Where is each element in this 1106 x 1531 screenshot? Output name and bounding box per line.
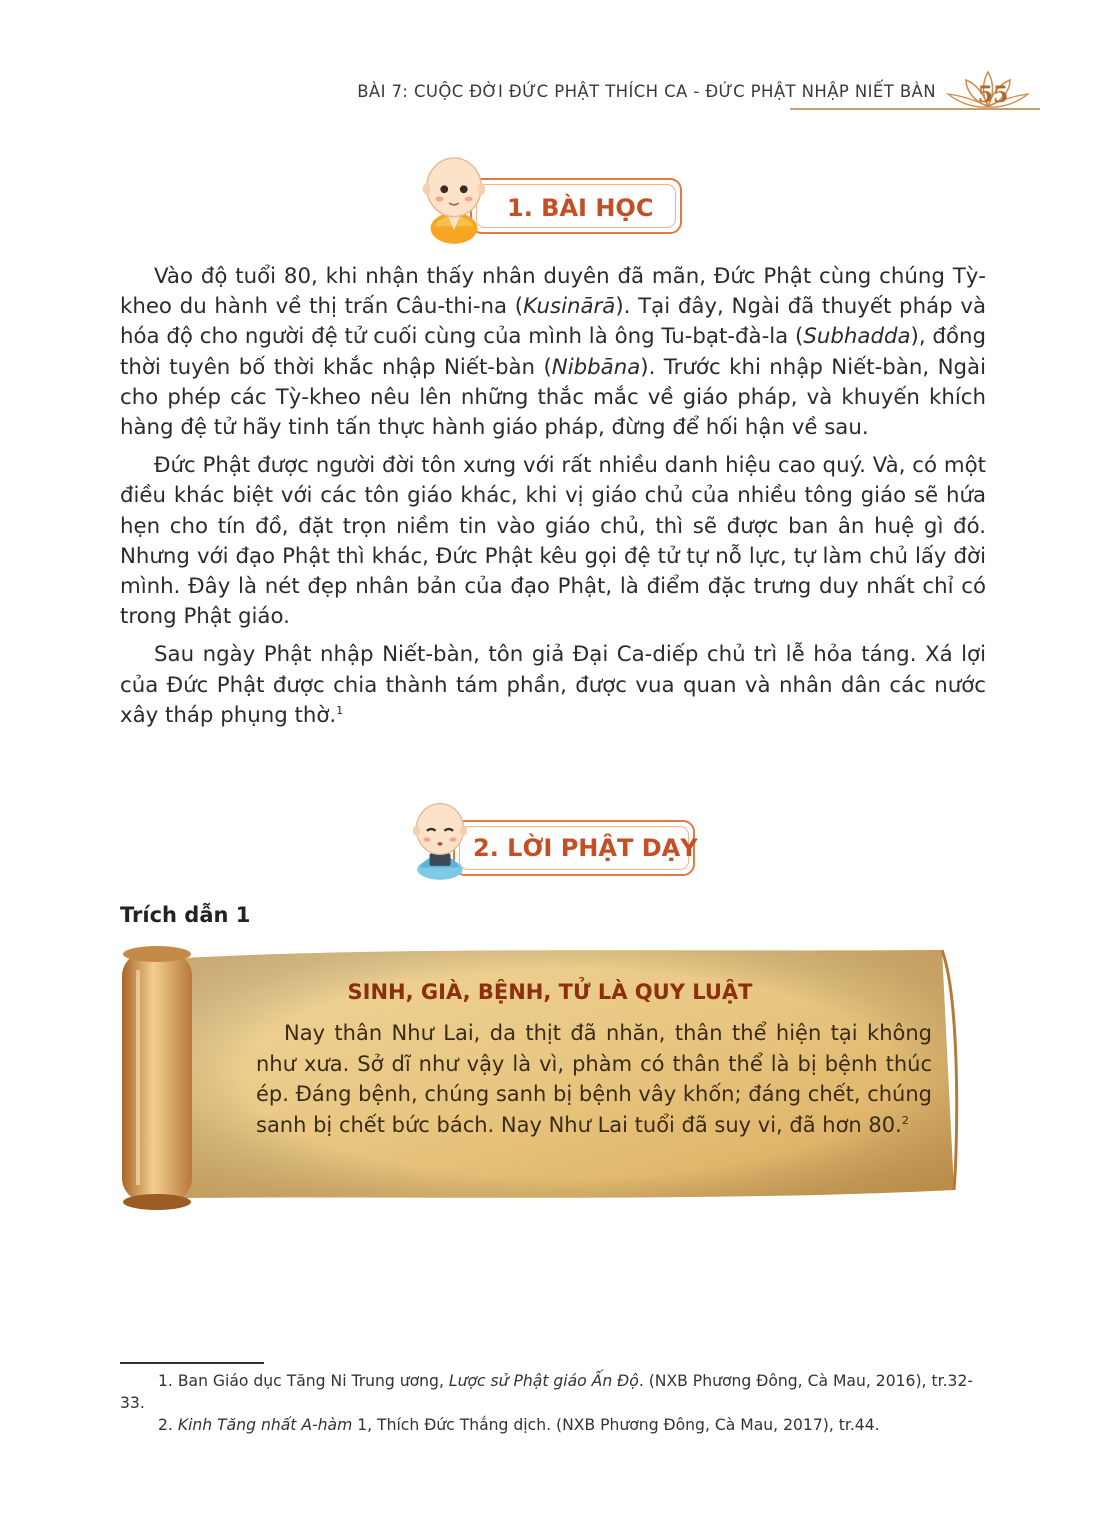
footnote-2: 2. Kinh Tăng nhất A-hàm 1, Thích Đức Thắng dịch. (NXB Phương Đông, Cà Mau, 2017), tr.44. xyxy=(158,1416,880,1434)
term-kusinara: Kusinārā xyxy=(523,294,616,320)
chapter-title: BÀI 7: CUỘC ĐỜI ĐỨC PHẬT THÍCH CA - ĐỨC PHẬT NHẬP NIẾT BÀN xyxy=(357,82,936,101)
footnote-separator xyxy=(120,1362,264,1364)
page-header xyxy=(0,78,1106,118)
footnote-1: 1. Ban Giáo dục Tăng Ni Trung ương, Lược sử Phật giáo Ấn Độ. (NXB Phương Đông, Cà Mau, 2016), tr.32-33. xyxy=(120,1372,973,1412)
section-1-badge xyxy=(415,150,690,250)
monk-praying-icon xyxy=(415,150,493,248)
lesson-body xyxy=(120,262,986,739)
section-1-label: 1. BÀI HỌC xyxy=(507,194,654,222)
quote-1-title: SINH, GIÀ, BỆNH, TỬ LÀ QUY LUẬT xyxy=(347,980,753,1004)
lesson-paragraph-1: Vào độ tuổi 80, khi nhận thấy nhân duyên đã mãn, Đức Phật cùng chúng Tỳ-kheo du hành về thị trấn Câu-thi-na (Kusinārā). Tại đây, Ngài đã thuyết pháp và hóa độ cho người đệ tử cuối cùng của mình là ông Tu-bạt-đà-la (Subhadda), đồng thời tuyên bố thời khắc nhập Niết-bàn (Nibbāna). Trước khi nhập Niết-bàn, Ngài cho phép các Tỳ-kheo nêu lên những thắc mắc về giáo pháp, và khuyến khích hàng đệ tử hãy tinh tấn thực hành giáo pháp, đừng để hối hận về sau. xyxy=(120,264,987,441)
quote-1-text: Nay thân Như Lai, da thịt đã nhăn, thân thể hiện tại không như xưa. Sở dĩ như vậy là vì, phàm có thân thể là bị bệnh thúc ép. Đáng bệnh, chúng sanh bị bệnh vây khốn; đáng chết, chúng sanh bị chết bức bách. Nay Như Lai tuổi đã suy vi, đã hơn 80.$^2$ xyxy=(256,1021,932,1137)
term-nibbana: Nibbāna xyxy=(551,354,641,380)
footnote-ref-2: 2 xyxy=(901,1113,909,1127)
footnote-ref-1: 1 xyxy=(336,703,344,717)
quote-1-heading: Trích dẫn 1 xyxy=(120,903,251,927)
lesson-paragraph-2: Đức Phật được người đời tôn xưng với rất nhiều danh hiệu cao quý. Và, có một điều khác biệt với các tôn giáo khác, khi vị giáo chủ của nhiều tông giáo sẽ hứa hẹn cho tín đồ, đặt trọn niềm tin vào giáo chủ, thì sẽ được ban ân huệ gì đó. Nhưng với đạo Phật thì khác, Đức Phật kêu gọi đệ tử tự nỗ lực, tự làm chủ lấy đời mình. Đây là nét đẹp nhân bản của đạo Phật, là điểm đặc trưng duy nhất chỉ có trong Phật giáo. xyxy=(120,453,986,630)
section-2-label: 2. LỜI PHẬT DẠY xyxy=(473,834,698,862)
term-subhadda: Subhadda xyxy=(803,324,911,350)
quote-1-scroll xyxy=(112,940,988,1210)
footnotes xyxy=(120,1370,986,1436)
lesson-paragraph-3: Sau ngày Phật nhập Niết-bàn, tôn giả Đại Ca-diếp chủ trì lễ hỏa táng. Xá lợi của Đức Phật được chia thành tám phần, được vua quan và nhân dân các nước xây tháp phụng thờ.$^1$ xyxy=(120,642,986,728)
section-2-badge xyxy=(405,790,705,890)
monk-reading-icon xyxy=(405,792,475,887)
page-number: 55 xyxy=(977,82,1009,108)
